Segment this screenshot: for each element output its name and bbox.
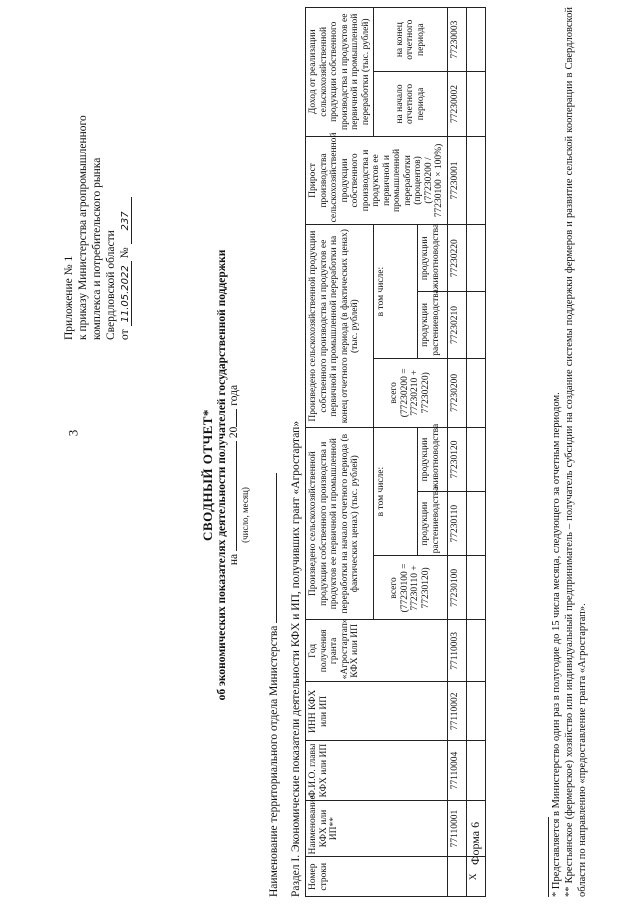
org-label-text: Наименование территориального отдела Министерства xyxy=(268,625,280,897)
header-income-end: на конец отчетного периода xyxy=(374,8,448,72)
code-cell: 77110001 xyxy=(447,800,466,857)
appendix-no-label: № xyxy=(119,247,131,259)
footnote-rule xyxy=(548,817,549,897)
empty-cell xyxy=(466,136,485,225)
header-income: Доход от реализации сельскохозяйственной продукции собственного производства и продуктов ее первичной и промышленной переработки (тыс. рублей) xyxy=(306,8,374,137)
empty-cell xyxy=(466,358,485,427)
empty-cell xyxy=(466,556,485,620)
empty-cell xyxy=(466,741,485,800)
empty-cell xyxy=(466,225,485,292)
empty-cell xyxy=(466,492,485,556)
footnote-1: * Представляется в Министерство один раз в полугодие до 15 числа месяца, следующего за отчетным периодом. xyxy=(551,392,562,897)
empty-cell xyxy=(466,72,485,136)
appendix-date-line xyxy=(118,40,133,340)
row-x-cell: X xyxy=(466,857,485,897)
appendix-line-2: к приказу Министерства агропромышленного xyxy=(77,115,89,340)
appendix-block xyxy=(62,40,133,340)
header-production-start: Произведено сельскохозяйственной продукции собственного производства и продуктов ее первичной и промышленной переработки на начало отчетного периода (в фактических ценах) (тыс. рублей) xyxy=(306,427,374,620)
report-title: СВОДНЫЙ ОТЧЕТ* xyxy=(200,409,215,541)
empty-cell xyxy=(466,427,485,491)
header-in-that-end: в том числе: xyxy=(374,225,418,358)
footnotes xyxy=(548,7,589,897)
codes-row xyxy=(447,8,466,897)
date-caption: (число, месяц) xyxy=(240,487,250,543)
report-subtitle: об экономических показателях деятельности получателей государственной поддержки xyxy=(216,249,228,701)
header-grant-year: Год получения гранта «Агростартап» КФХ или ИП xyxy=(306,620,448,682)
title-block xyxy=(200,195,250,755)
form-label: Форма 6 xyxy=(468,821,482,865)
header-animal-start: продукции животноводства xyxy=(418,427,447,491)
empty-cell xyxy=(466,292,485,359)
header-total-start: всего (77230100 = 77230110 + 77230120) xyxy=(374,556,448,620)
code-cell: 77230120 xyxy=(447,427,466,491)
section-title: Раздел I. Экономические показатели деятельности КФХ и ИП, получивших грант «Агростартап» xyxy=(290,420,302,897)
header-plant-start: продукции растениеводства xyxy=(418,492,447,556)
header-total-end: всего (77230200 = 77230210 + 77230220) xyxy=(374,358,448,427)
page-number: 3 xyxy=(65,429,81,437)
date-suffix: года xyxy=(228,384,240,406)
header-production-end: Произведено сельскохозяйственной продукции собственного производства и продуктов ее первичной и промышленной переработки на конец отчетного периода (в фактических ценах) (тыс. рублей) xyxy=(306,225,374,427)
header-plant-end: продукции растениеводства xyxy=(418,292,447,359)
empty-cell xyxy=(466,800,485,857)
report-date-line xyxy=(228,195,240,755)
appendix-line-1: Приложение № 1 xyxy=(63,255,75,340)
header-growth: Прирост производства сельскохозяйственной продукции собственного производства и продуктов ее первичной и промышленной переработки (процентов) (77230200 / 77230100 × 100%) xyxy=(306,136,448,225)
handwritten-date: 11.05.2022 xyxy=(120,261,132,326)
code-cell: 77230200 xyxy=(447,358,466,427)
code-cell: 77110002 xyxy=(447,682,466,741)
org-label xyxy=(268,473,280,897)
footnote-2: ** Крестьянское (фермерское) хозяйство или индивидуальный предприниматель – получатель субсидии на создание системы поддержки фермеров и развитие сельской кооперации в Свердловской области по направлению «предоставление гранта «Агростартап». xyxy=(564,7,588,897)
header-inn: ИНН КФХ или ИП xyxy=(306,682,448,741)
code-cell: 77230001 xyxy=(447,136,466,225)
total-row xyxy=(466,8,485,897)
header-income-start: на начало отчетного периода xyxy=(374,72,448,136)
header-row-number: Номер строки xyxy=(306,857,448,897)
appendix-from: от xyxy=(119,329,131,340)
appendix-line-4: Свердловской области xyxy=(105,230,117,340)
empty-cell xyxy=(466,8,485,72)
header-animal-end: продукции животноводства xyxy=(418,225,447,292)
empty-cell xyxy=(466,620,485,682)
code-cell: 77230003 xyxy=(447,8,466,72)
header-name: Наименование КФХ или ИП** xyxy=(306,800,448,857)
header-in-that-start: в том числе: xyxy=(374,427,418,555)
code-cell: 77230110 xyxy=(447,492,466,556)
code-cell xyxy=(447,857,466,897)
handwritten-number: 237 xyxy=(120,197,132,244)
code-cell: 77110004 xyxy=(447,741,466,800)
indicators-table xyxy=(305,7,486,897)
code-cell: 77110003 xyxy=(447,620,466,682)
header-fio: Ф.И.О. главы КФХ или ИП xyxy=(306,741,448,800)
appendix-line-3: комплекса и потребительского рынка xyxy=(91,157,103,340)
date-year-prefix: 20 xyxy=(228,426,240,439)
code-cell: 77230002 xyxy=(447,72,466,136)
empty-cell xyxy=(466,682,485,741)
date-prefix: на xyxy=(228,553,240,566)
code-cell: 77230220 xyxy=(447,225,466,292)
code-cell: 77230210 xyxy=(447,292,466,359)
code-cell: 77230100 xyxy=(447,556,466,620)
